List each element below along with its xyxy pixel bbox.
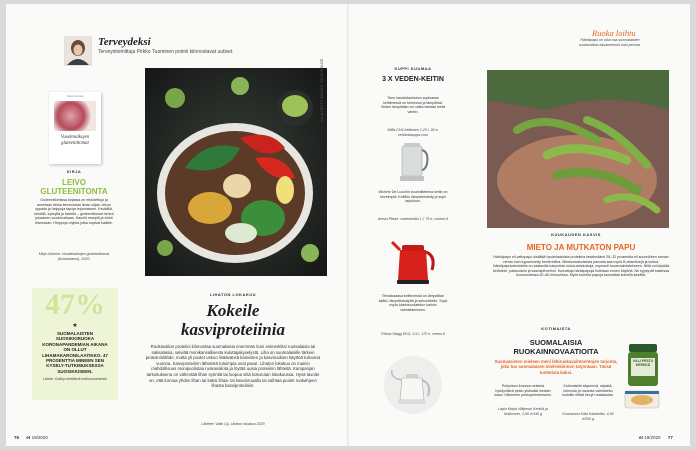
book-credit: Mirja Jokinen: Vuodenaikojen gluteenittomat (Kustantamo), 2020. <box>38 252 110 261</box>
bean-body: Härkäpapu eli peltopapu sisältää hyvänlaatuista proteiinia keskimäärin 28–32 prosenttia eli suunnilleen saman verran kuin kypsennetty broilerinliha. Miedonmakuisesta pavusta saa myös B-vitamiineja ja kuitua. Härkäpapuvalmisteita on saatavilla kaupoista ruoka-ainekokoja, nopeasti ruoanvalmistukseen. Niitä voi käyttää keittoihin, pataruokiin ja kasvispihveihin. Kuivattuja härkäpapuja liotetaan ennen käyttöä. Ne kypsyvät kaikessa kuumuudessa 40–60 minuutissa. Myös tuoreita papuja kannattaa kokeilla kesällä. <box>492 255 670 278</box>
novelty-title-2: RUOKAINNOVAATIOITA <box>513 347 599 356</box>
book-cover-title: Vuodenaikojen gluteenittomat <box>60 135 90 146</box>
book-headline-1: LEIVO <box>61 178 86 187</box>
feature-credit: Lähteet: Valio Oy, Lihaton lokakuu 2020 <box>201 422 265 426</box>
book-body: Gluteenittomissa kirjassa on ehdotettuja ja annetaan tietoa leivonnasta ilman viljaa, leivon oppaita ja helppoja tapoja leipomiseen. Keväällä, kesällä, syksyllä ja talvella – gluteenittomat herkut jokaiseen vuodenaikaan. Kauniit reseptit ja vinkit leivontaan. Helppoja ohjeita jotka sopivat kaikille. <box>34 198 114 225</box>
fish-soup-image <box>624 388 660 410</box>
buddha-bowl-photo <box>145 68 327 276</box>
star-icon: ★ <box>72 323 78 329</box>
left-page-number: 76 <box>14 435 20 440</box>
kettle-1-image <box>394 140 432 184</box>
feature-title-2: kasviproteiinia <box>181 320 285 339</box>
stat-box <box>32 288 118 400</box>
kettles-title: 3 X VEDEN-KEITIN <box>382 76 444 83</box>
book-category: KIRJA <box>66 169 82 174</box>
pesto-jar-image <box>626 344 660 386</box>
book-cover-author: Saara Sennola <box>66 95 84 98</box>
feature-body: Ruokavalion proteiini kiinnostaa suomalaisia enemmän kuin esimerkiksi ruotsalaisia tai saksalaisia, selviää monikansallisesta kuluttajakyselystä. Liha on suomalaisille tärkein proteiininlähde, mutta yli puolet uskoo lisäävänsä kasvisten ja kasviruokien käyttöä tulevana vuonna. Kasviproteiinin lähteistä tutuimpia ovat pavut. Lihaton lokakuu on mainio mahdollisuus monipuolistaa ruokavaliota ja löytää uusia proteiinin lähteitä. Kampanjan tarkoituksena on vähentää lihan syöntiä tai luopua siitä kokonaan lokakuussa. Hyvä tavoite on, että korvaa yhden lihan tai kaksi lihaa- tai kasvisruualla tai vaihtaa puolet ruokahjeen lihasta kasviproteiiniin. <box>145 344 321 389</box>
stat-number: 47% <box>45 288 105 321</box>
bean-script-subtitle: Härkäpapu on ollut osa suomalaisten ruokavaliota kauanemmin kuin peruna. <box>579 38 641 47</box>
bean-title: MIETO JA MUTKATON PAPU <box>526 243 636 252</box>
left-footer <box>14 435 48 440</box>
bean-kicker: KUUKAUDEN KASVIS <box>551 232 601 237</box>
right-page-number: 77 <box>667 435 673 440</box>
novelty-kicker: KOTIMAISTA <box>541 326 571 331</box>
novelty-col2-text: Kotimaisille säynnevä, säpistä, lohensia ja hauesta valmistettu luotuille riittää kevyt ruokalautas. <box>562 384 614 398</box>
kettle-1-credit: Wilfa CH4 keittimen 1,25 l, 90 e, verkkokauppa.com <box>387 128 439 137</box>
kettle-2-image <box>388 230 438 288</box>
left-issue: 19/2020 <box>31 435 48 440</box>
section-title: Terveydeksi <box>98 36 151 48</box>
kettle-1-text: Teen hauduttamiseen sopivassa keittimessä on toiminnot ja lämpötilat. Veden lämpötilan voi valita tarkasti teetä varten. <box>380 96 446 114</box>
kettle-3-image <box>384 356 442 414</box>
section-subtitle: Terveystoimittaja Pirkko Tuominen poimii kiinnostavat uutiset. <box>98 49 234 55</box>
kettle-2-text: Michele De Lucchin suunnittelema keitin on keveimpiä. Keittiön lämpöeristetty ja sopii tarjoiluun. <box>378 190 448 204</box>
kettles-kicker: KUPPI KUUMAA <box>394 66 432 71</box>
right-issue: 19/2020 <box>644 435 661 440</box>
novelty-col1-credit: Lapin Marja Villipesto Kerkkä ja Nokkonen, 2,90 e/140 g <box>497 407 549 416</box>
magazine-spread <box>6 4 690 446</box>
novelty-title-1: SUOMALAISIA <box>529 338 583 347</box>
kettle-3-credit: Fellow Stagg EKG, 0,9 l, 170 e, cremo.fi <box>381 332 445 336</box>
novelty-col1-text: Pohjoisen luonnon antimia hyödyntävä pesto yhdistää metsän maun Välimeren pestoperinteeseen. <box>494 384 552 398</box>
left-mag-name: et <box>26 435 31 440</box>
book-headline-2: GLUTEENITONTA <box>40 187 108 196</box>
photo-credit: Kuvat GETTY IMAGES, TALOUSTAIDE <box>320 58 324 122</box>
stat-body: SUOMALAISTEN SUOSIKKIRUOKA KORONAPANDEMIAN AIKANA ON OLLUT LIHAMAKARONILAATIKKO. 47 PROSENTTIA MINEEN SEN KYSELY-TUTKIMUKSESSA SUOSIKKISEEN. <box>42 331 108 374</box>
novelty-lead: Suomalaisten mieleen meni lähiruokavaihtoehtojen tarjonta, joka tuo suomalaisen mielenkiinnon tarjontaan. Tässä tuotteista kaksi. <box>494 359 618 375</box>
novelty-col2-credit: Kuusamon Kala Kalakeitto, 4,50 e/200 g <box>562 412 614 421</box>
stat-credit: Lähde: Gallup-teettämä tutkimusaineisto <box>42 377 108 382</box>
book-cover-image <box>54 101 96 131</box>
right-mag-name: et <box>639 435 644 440</box>
page-gutter <box>347 4 349 446</box>
kettle-2-credit: Alessi Plissé -vedenkeitin 1 l, 75 e, corkon.fi <box>378 217 448 221</box>
bean-script-title: Ruoka loihtu <box>592 28 636 38</box>
right-footer <box>639 435 673 440</box>
pesto-label: VILLI PESTO KERKKÄ <box>632 359 654 367</box>
kettle-3-text: Tehokkaassa keittimessä on lämpötilan säätö, lämpötilanäyttö ja sekuntikello. Sopii myös käsinsuodatetun kahvin valmistamiseen. <box>378 294 448 312</box>
fava-beans-photo <box>487 70 669 228</box>
author-portrait <box>64 36 92 66</box>
book-cover <box>49 92 101 164</box>
feature-kicker: LIHATON LOKAKUU <box>209 292 256 297</box>
feature-title-1: Kokeile <box>206 301 260 320</box>
